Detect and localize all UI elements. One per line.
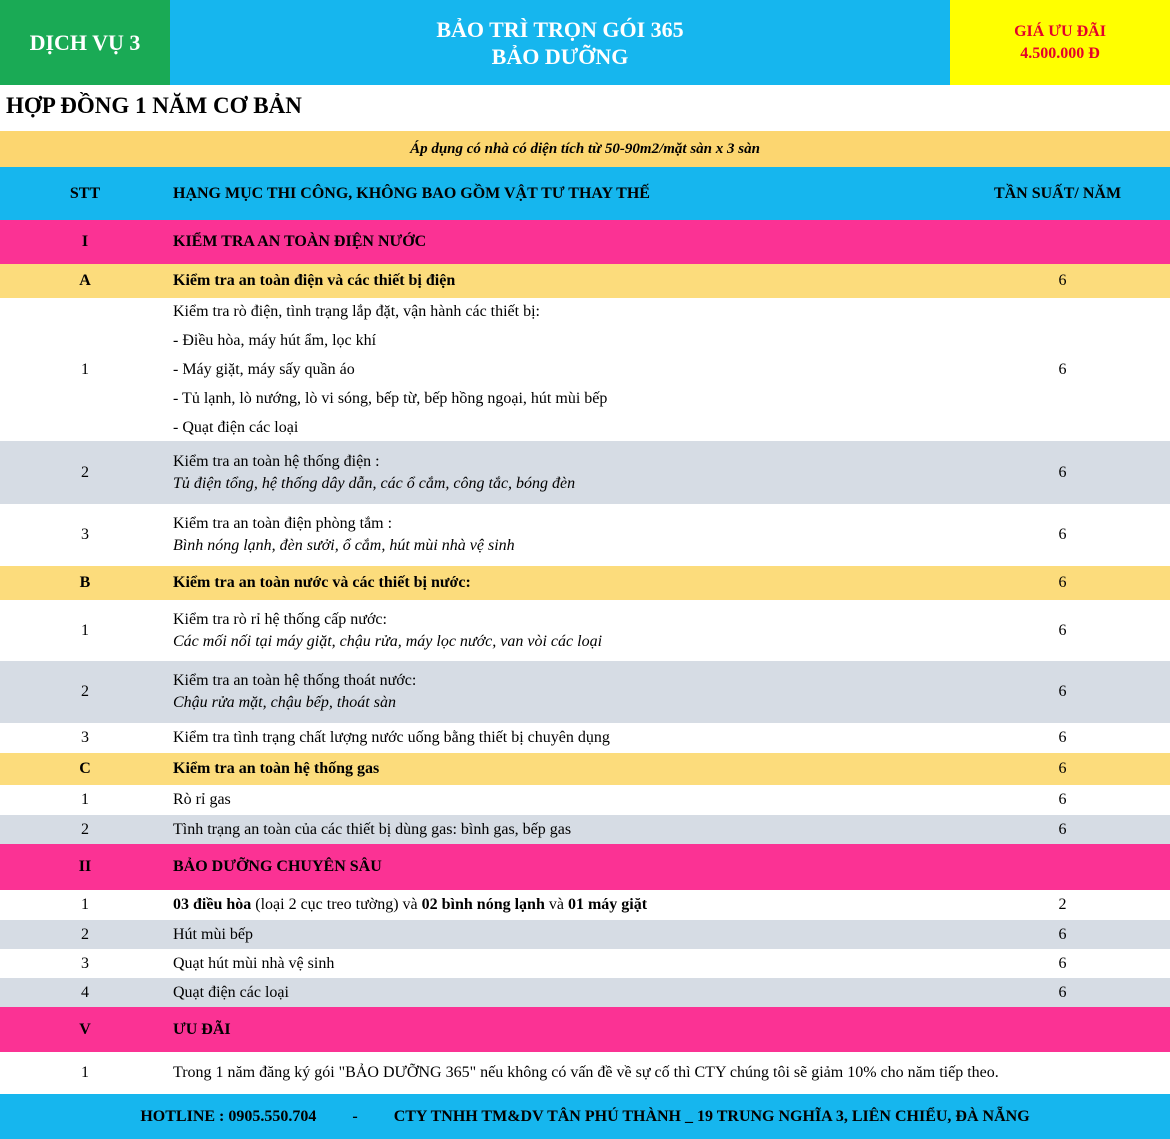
apply-note: Áp dụng có nhà có diện tích từ 50-90m2/mặt sàn x 3 sàn bbox=[0, 131, 1170, 167]
row-number: 3 bbox=[81, 729, 89, 746]
row-number: 2 bbox=[81, 925, 89, 943]
frequency-value: 6 bbox=[1058, 272, 1067, 289]
table-row bbox=[0, 1052, 1170, 1094]
footer-separator: - bbox=[352, 1107, 358, 1125]
row-title bbox=[173, 894, 963, 916]
row-title: Kiểm tra rò rỉ hệ thống cấp nước: bbox=[173, 610, 387, 628]
table-header bbox=[0, 167, 1170, 220]
package-title-line2: BẢO DƯỠNG bbox=[491, 43, 629, 69]
row-number: 3 bbox=[81, 954, 89, 972]
section-row bbox=[0, 1007, 1170, 1052]
header-frequency: TẦN SUẤT/ NĂM bbox=[993, 184, 1122, 202]
price-value: 4.500.000 Đ bbox=[1020, 44, 1100, 62]
package-title-line1: BẢO TRÌ TRỌN GÓI 365 bbox=[436, 16, 684, 42]
frequency-value: 6 bbox=[1058, 574, 1067, 591]
table-row bbox=[0, 815, 1170, 844]
table-row bbox=[0, 890, 1170, 920]
water-heaters: 02 bình nóng lạnh bbox=[421, 896, 545, 913]
table-row bbox=[0, 600, 1170, 661]
row-title: Hút mùi bếp bbox=[173, 925, 253, 943]
row-text: (loại 2 cục treo tường) và bbox=[251, 896, 422, 913]
row-number: 2 bbox=[81, 820, 89, 838]
subsection-title: Kiểm tra an toàn hệ thống gas bbox=[173, 760, 380, 777]
company-address: CTY TNHH TM&DV TÂN PHÚ THÀNH _ 19 TRUNG NGHĨA 3, LIÊN CHIỂU, ĐÀ NẴNG bbox=[393, 1107, 1030, 1125]
row-title: Quạt hút mùi nhà vệ sinh bbox=[173, 954, 335, 972]
package-title bbox=[170, 0, 950, 85]
row-title: Rò rỉ gas bbox=[173, 791, 231, 808]
row-number: 3 bbox=[81, 526, 89, 543]
row-number: 2 bbox=[81, 463, 89, 481]
frequency-value: 6 bbox=[1058, 820, 1067, 838]
subsection-row bbox=[0, 753, 1170, 785]
row-title: Kiểm tra an toàn điện phòng tắm : bbox=[173, 515, 393, 532]
contract-title: HỢP ĐỒNG 1 NĂM CƠ BẢN bbox=[6, 93, 302, 118]
table-row bbox=[0, 661, 1170, 723]
row-detail: Bình nóng lạnh, đèn sưởi, ổ cắm, hút mùi nhà vệ sinh bbox=[173, 537, 515, 554]
frequency-value: 6 bbox=[1058, 526, 1067, 543]
row-number: 4 bbox=[81, 983, 89, 1001]
row-number: 1 bbox=[81, 791, 89, 808]
row-line: - Máy giặt, máy sấy quần áo bbox=[173, 361, 355, 378]
row-number: 1 bbox=[81, 621, 89, 639]
row-text: và bbox=[544, 896, 568, 913]
row-line: - Tủ lạnh, lò nướng, lò vi sóng, bếp từ, bếp hồng ngoại, hút mùi bếp bbox=[173, 390, 608, 407]
section-row bbox=[0, 220, 1170, 264]
subsection-title: Kiểm tra an toàn điện và các thiết bị điện bbox=[173, 272, 456, 289]
price-label: GIÁ ƯU ĐÃI bbox=[1014, 22, 1106, 40]
section-title: KIỂM TRA AN TOÀN ĐIỆN NƯỚC bbox=[173, 233, 427, 250]
frequency-value: 6 bbox=[1058, 621, 1067, 639]
row-title: Kiểm tra an toàn hệ thống thoát nước: bbox=[173, 672, 417, 689]
section-title: BẢO DƯỠNG CHUYÊN SÂU bbox=[173, 858, 382, 875]
subsection-row bbox=[0, 264, 1170, 298]
row-number: 1 bbox=[81, 361, 89, 378]
section-number: V bbox=[79, 1020, 91, 1038]
row-title: Kiểm tra tình trạng chất lượng nước uống bằng thiết bị chuyên dụng bbox=[173, 729, 610, 746]
frequency-value: 6 bbox=[1058, 760, 1067, 777]
row-title: Trong 1 năm đăng ký gói "BẢO DƯỠNG 365" nếu không có vấn đề về sự cố thì CTY chúng tôi sẽ giảm 10% cho năm tiếp theo. bbox=[173, 1064, 999, 1081]
subsection-number: A bbox=[79, 272, 91, 289]
row-detail: Chậu rửa mặt, chậu bếp, thoát sàn bbox=[173, 694, 396, 711]
frequency-value: 6 bbox=[1058, 983, 1067, 1001]
hotline: HOTLINE : 0905.550.704 bbox=[140, 1107, 317, 1125]
washing-machine: 01 máy giặt bbox=[567, 896, 648, 913]
section-number: II bbox=[78, 858, 92, 875]
row-title: Tình trạng an toàn của các thiết bị dùng gas: bình gas, bếp gas bbox=[173, 820, 572, 838]
subsection-number: B bbox=[79, 574, 91, 591]
table-row bbox=[0, 785, 1170, 815]
row-title: Quạt điện các loại bbox=[173, 983, 289, 1001]
service-badge bbox=[0, 0, 170, 85]
frequency-value: 6 bbox=[1058, 791, 1067, 808]
subsection-row bbox=[0, 566, 1170, 600]
section-row bbox=[0, 844, 1170, 890]
row-detail: Tủ điện tổng, hệ thống dây dẫn, các ổ cắm, công tắc, bóng đèn bbox=[173, 474, 576, 492]
row-number: 2 bbox=[81, 683, 89, 700]
footer-bar bbox=[0, 1094, 1170, 1139]
table-row bbox=[0, 723, 1170, 753]
frequency-value: 6 bbox=[1058, 361, 1067, 378]
table-row bbox=[0, 949, 1170, 978]
table-row bbox=[0, 298, 1170, 441]
section-number: I bbox=[81, 233, 89, 250]
header-item: HẠNG MỤC THI CÔNG, KHÔNG BAO GỒM VẬT TƯ THAY THẾ bbox=[173, 184, 650, 202]
row-number: 1 bbox=[81, 1064, 89, 1081]
table-row bbox=[0, 441, 1170, 504]
price-box bbox=[950, 0, 1170, 85]
subsection-number: C bbox=[79, 760, 91, 777]
row-title: Kiểm tra an toàn hệ thống điện : bbox=[173, 452, 380, 470]
table-row bbox=[0, 978, 1170, 1007]
table-row bbox=[0, 504, 1170, 566]
frequency-value: 6 bbox=[1058, 463, 1067, 481]
frequency-value: 6 bbox=[1058, 683, 1067, 700]
ac-units: 03 điều hòa bbox=[173, 896, 252, 913]
row-line: Kiểm tra rò điện, tình trạng lắp đặt, vận hành các thiết bị: bbox=[173, 303, 540, 320]
table-row bbox=[0, 920, 1170, 949]
frequency-value: 6 bbox=[1058, 729, 1067, 746]
subsection-title: Kiểm tra an toàn nước và các thiết bị nước: bbox=[173, 574, 471, 591]
frequency-value: 6 bbox=[1058, 925, 1067, 943]
row-line: - Quạt điện các loại bbox=[173, 419, 299, 436]
frequency-value: 2 bbox=[1058, 896, 1067, 913]
section-title: ƯU ĐÃI bbox=[173, 1020, 231, 1038]
frequency-value: 6 bbox=[1058, 954, 1067, 972]
row-line: - Điều hòa, máy hút ẩm, lọc khí bbox=[173, 332, 377, 349]
row-detail: Các mối nối tại máy giặt, chậu rửa, máy lọc nước, van vòi các loại bbox=[173, 632, 603, 650]
service-label: DỊCH VỤ 3 bbox=[29, 29, 141, 55]
row-number: 1 bbox=[81, 896, 89, 913]
header-stt: STT bbox=[69, 184, 101, 202]
